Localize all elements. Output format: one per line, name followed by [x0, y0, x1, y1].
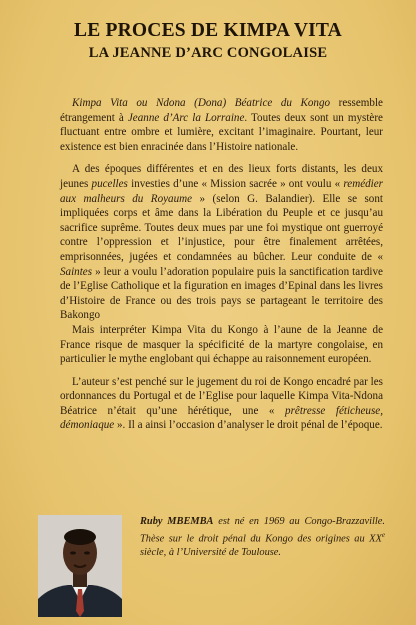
author-bio — [140, 515, 385, 560]
text-span: L’auteur s’est penché sur le jugement du roi de Kongo encadré par les ordonnances du Portugal et de l’Eglise pour laquelle Kimpa Vita-Ndona Béatrice n’était qu’une hérétique, une « — [60, 375, 383, 417]
text-span: » (selon G. Balandier). Elle se sont impliquées corps et âme dans la Libération du Peuple et ce jusqu’au sacrifice suprême. Toutes deux mues par une foi mystique ont guerroyé contre l’oppression et l’injustice, pour être finalement arrêtées, emprisonnées, jugées et condamnées au bûcher. Leur conduite de « — [60, 192, 383, 263]
italic-phrase: remédier aux malheurs du Royaume — [60, 177, 383, 205]
book-title: LE PROCES DE KIMPA VITA — [74, 20, 342, 41]
italic-phrase: Kimpa Vita ou Ndona (Dona) Béatrice du Kongo — [72, 97, 331, 109]
text-span: . Toutes deux sont un mystère fluctuant entre ombre et lumière, excitant l’imaginaire. Pourtant, leur existence est bien enracinée dans l’Histoire nationale. — [60, 111, 383, 153]
superscript: e — [381, 530, 385, 539]
paragraph-2 — [60, 162, 383, 323]
italic-phrase: Jeanne d’Arc la Lorraine — [127, 111, 245, 124]
blurb-text — [60, 96, 383, 441]
paragraph-3: Mais interpréter Kimpa Vita du Kongo à l’aune de la Jeanne de France risque de masquer la spécificité de la martyre congolaise, en particulier le mythe englobant qui échappe au raisonnement européen. — [60, 323, 383, 366]
paragraph-1 — [60, 96, 383, 154]
author-photo — [38, 515, 122, 617]
book-subtitle: LA JEANNE D’ARC CONGOLAISE — [88, 45, 328, 61]
author-name: Ruby MBEMBA — [140, 516, 214, 527]
text-span: ». Il a ainsi l’occasion d’analyser le droit pénal de l’époque. — [114, 419, 383, 432]
author-portrait-icon — [38, 515, 122, 617]
text-span: » leur a voulu l’adoration populaire puis la sanctification tardive de l’Eglise Catholique et la figuration en images d’Epinal dans les livres d’Histoire de France ou des trois pays se partageant le territoire des Bakongo — [60, 265, 383, 322]
text-span: investies d’une « Mission sacrée » ont voulu « — [127, 177, 344, 190]
text-span: A des époques différentes et en des lieux forts distants, les deux jeunes — [60, 163, 383, 190]
text-span: siècle, à l’Université de Toulouse. — [140, 547, 282, 559]
text-span: est né en 1969 au Congo-Brazzaville. Thèse sur le droit pénal du Kongo des origines au XX — [140, 516, 385, 545]
italic-phrase: prêtresse féticheuse, démoniaque — [60, 404, 383, 432]
paragraph-4 — [60, 375, 383, 433]
italic-phrase: Saintes — [60, 265, 93, 278]
text-span: ressemble étrangement à — [60, 97, 383, 124]
italic-phrase: pucelles — [91, 177, 128, 190]
